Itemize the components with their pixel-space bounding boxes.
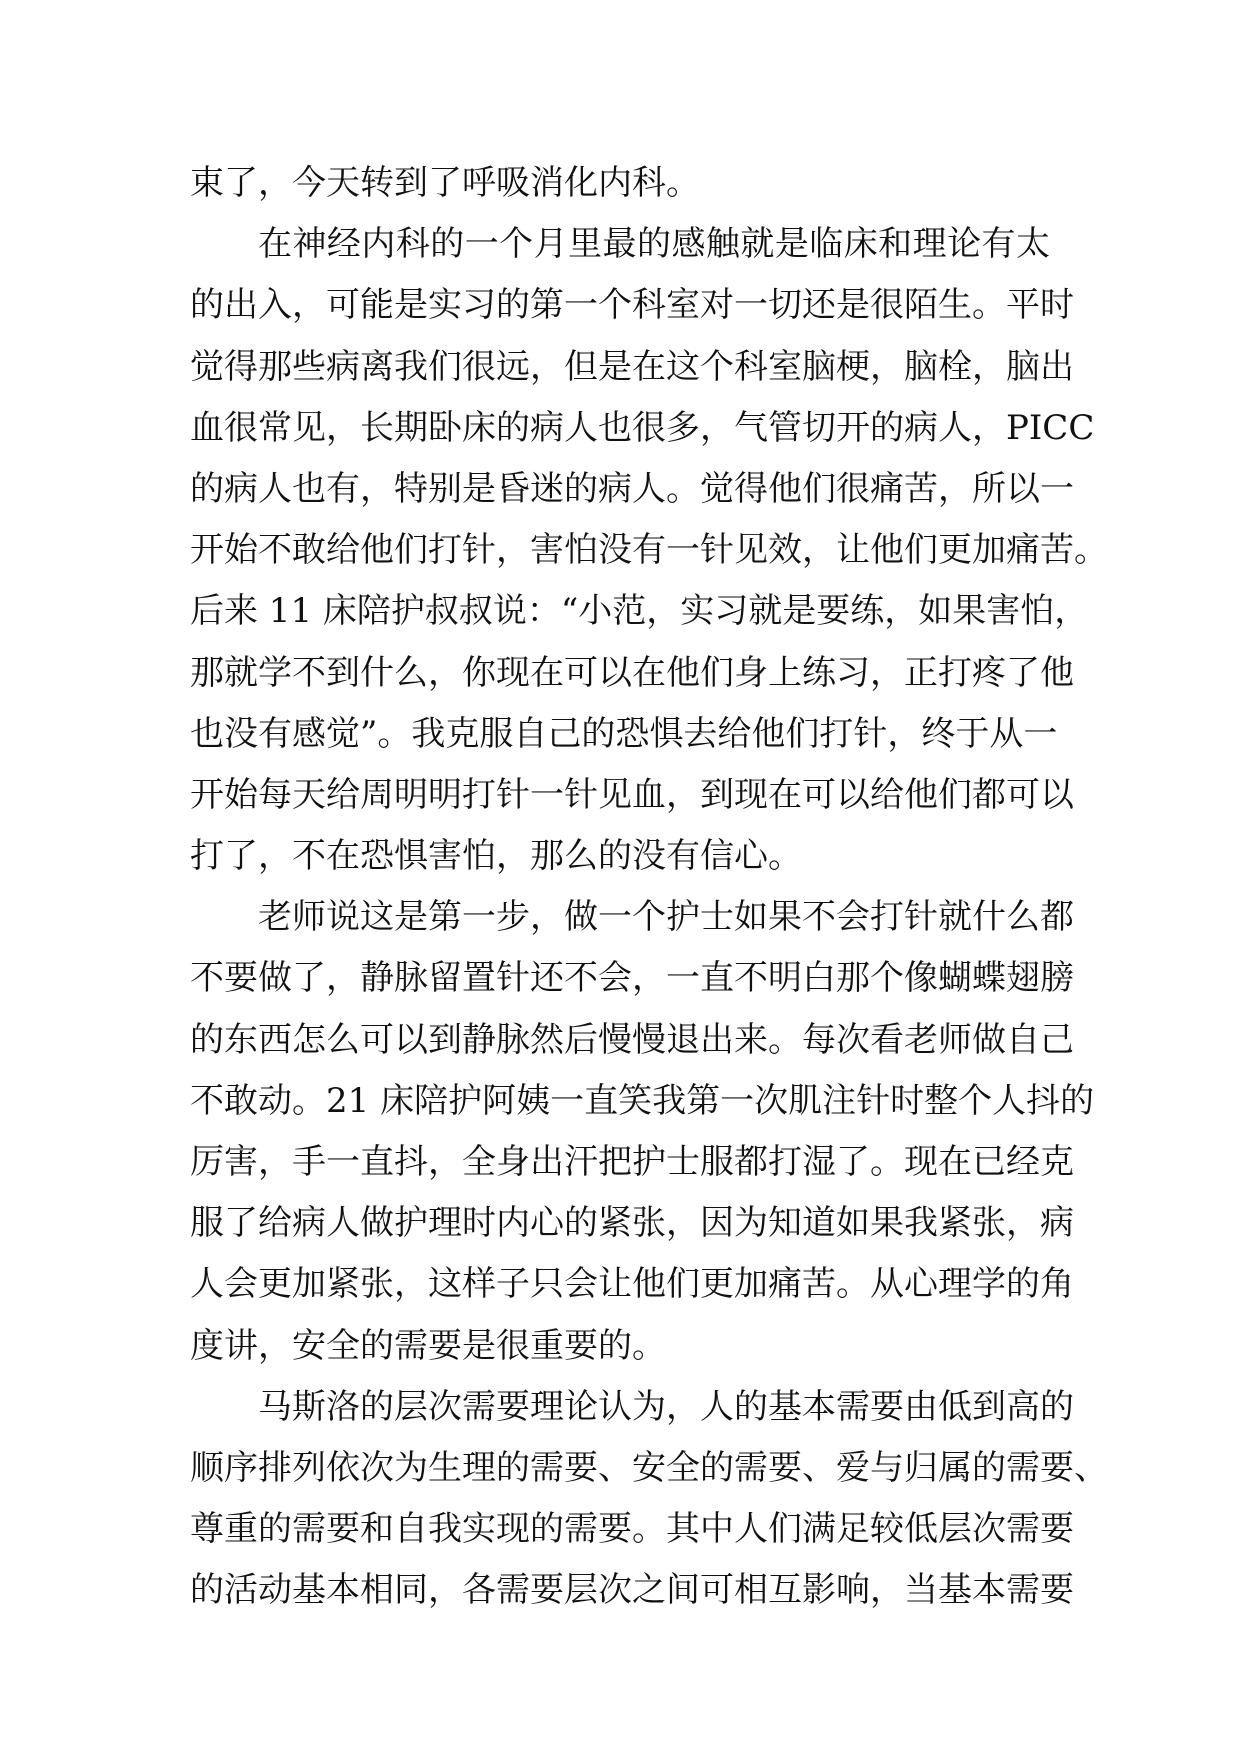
text-line: 开始每天给周明明打针一针见血，到现在可以给他们都可以 (190, 774, 1074, 815)
text-line: 后来 11 床陪护叔叔说：“小范，实习就是要练，如果害怕， (190, 591, 1089, 632)
text-line: 也没有感觉”。我克服自己的恐惧去给他们打针，终于从一 (190, 713, 1058, 754)
text-line: 尊重的需要和自我实现的需要。其中人们满足较低层次需要 (190, 1509, 1074, 1550)
text-line: 打了，不在恐惧害怕，那么的没有信心。 (190, 836, 802, 877)
text-line: 束了，今天转到了呼吸消化内科。 (190, 163, 700, 203)
text-line: 那就学不到什么，你现在可以在他们身上练习，正打疼了他 (190, 652, 1074, 693)
text-line: 的东西怎么可以到静脉然后慢慢退出来。每次看老师做自己 (190, 1019, 1074, 1060)
text-line: 老师说这是第一步，做一个护士如果不会打针就什么都 (258, 897, 1074, 938)
text-line: 厉害，手一直抖，全身出汗把护士服都打湿了。现在已经克 (190, 1142, 1074, 1182)
text-line: 在神经内科的一个月里最的感触就是临床和理论有太 (258, 224, 1050, 265)
text-line: 觉得那些病离我们很远，但是在这个科室脑梗，脑栓，脑出 (190, 346, 1074, 387)
text-line: 马斯洛的层次需要理论认为，人的基本需要由低到高的 (258, 1386, 1074, 1427)
text-line: 人会更加紧张，这样子只会让他们更加痛苦。从心理学的角 (190, 1264, 1074, 1305)
text-line: 不要做了，静脉留置针还不会，一直不明白那个像蝴蝶翅膀 (190, 958, 1074, 999)
text-line: 的病人也有，特别是昏迷的病人。觉得他们很痛苦，所以一 (190, 468, 1074, 509)
text-line: 顺序排列依次为生理的需要、安全的需要、爱与归属的需要、 (190, 1447, 1108, 1488)
text-line: 的出入，可能是实习的第一个科室对一切还是很陌生。平时 (190, 285, 1074, 326)
text-line: 服了给病人做护理时内心的紧张，因为知道如果我紧张，病 (190, 1203, 1074, 1244)
text-line: 血很常见，长期卧床的病人也很多，气管切开的病人，PICC (190, 407, 1095, 448)
text-line: 的活动基本相同，各需要层次之间可相互影响，当基本需要 (190, 1570, 1074, 1611)
text-line: 不敢动。21 床陪护阿姨一直笑我第一次肌注针时整个人抖的 (190, 1080, 1095, 1121)
body-text (190, 153, 1108, 1622)
text-line: 度讲，安全的需要是很重要的。 (190, 1325, 666, 1366)
text-line: 开始不敢给他们打针，害怕没有一针见效，让他们更加痛苦。 (190, 530, 1108, 571)
